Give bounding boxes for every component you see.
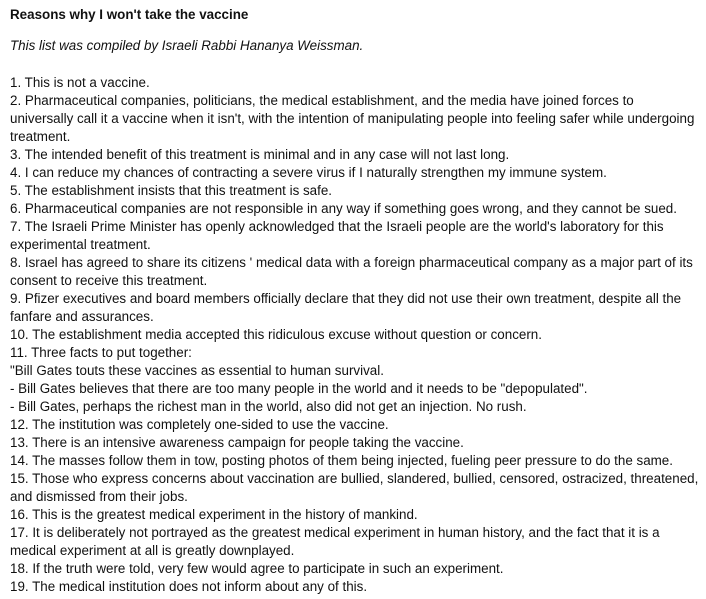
list-item-14: 14. The masses follow them in tow, posting photos of them being injected, fueling peer pressure to do the same. [10, 453, 673, 468]
list-item-16: 16. This is the greatest medical experiment in the history of mankind. [10, 507, 418, 522]
list-item-5: 5. The establishment insists that this treatment is safe. [10, 183, 333, 198]
list-item-6: 6. Pharmaceutical companies are not responsible in any way if something goes wrong, and they cannot be sued. [10, 201, 677, 216]
document-subtitle: This list was compiled by Israeli Rabbi Hananya Weissman. [10, 38, 364, 53]
list-item-9: 9. Pfizer executives and board members officially declare that they did not use their own treatment, despite all the fanfare and assurances. [10, 291, 682, 324]
list-item-1: 1. This is not a vaccine. [10, 75, 150, 90]
list-item-11: 11. Three facts to put together: [10, 345, 192, 360]
list-item-4: 4. I can reduce my chances of contracting a severe virus if I naturally strengthen my immune system. [10, 165, 607, 180]
list-item-2: 2. Pharmaceutical companies, politicians, the medical establishment, and the media have joined forces to universally call it a vaccine when it isn't, with the intention of manipulating people into feeling safer while undergoing treatment. [10, 93, 695, 144]
list-item-3: 3. The intended benefit of this treatment is minimal and in any case will not last long. [10, 147, 510, 162]
reasons-list [10, 74, 700, 596]
list-item-11-fact-1: "Bill Gates touts these vaccines as essential to human survival. [10, 363, 384, 378]
document-title: Reasons why I won't take the vaccine [10, 7, 249, 22]
list-item-18: 18. If the truth were told, very few would agree to participate in such an experiment. [10, 561, 504, 576]
list-item-19: 19. The medical institution does not inform about any of this. [10, 579, 368, 594]
list-item-10: 10. The establishment media accepted this ridiculous excuse without question or concern. [10, 327, 542, 342]
list-item-7: 7. The Israeli Prime Minister has openly acknowledged that the Israeli people are the world's laboratory for this experimental treatment. [10, 219, 664, 252]
list-item-15: 15. Those who express concerns about vaccination are bullied, slandered, bullied, censored, ostracized, threatened, and dismissed from their jobs. [10, 471, 699, 504]
list-item-11-fact-2: - Bill Gates believes that there are too many people in the world and it needs to be "depopulated". [10, 381, 588, 396]
list-item-11-fact-3: - Bill Gates, perhaps the richest man in the world, also did not get an injection. No rush. [10, 399, 527, 414]
list-item-8: 8. Israel has agreed to share its citizens ' medical data with a foreign pharmaceutical company as a major part of its consent to receive this treatment. [10, 255, 693, 288]
list-item-17: 17. It is deliberately not portrayed as the greatest medical experiment in human history, and the fact that it is a medical experiment at all is greatly downplayed. [10, 525, 660, 558]
list-item-12: 12. The institution was completely one-sided to use the vaccine. [10, 417, 389, 432]
list-item-13: 13. There is an intensive awareness campaign for people taking the vaccine. [10, 435, 464, 450]
